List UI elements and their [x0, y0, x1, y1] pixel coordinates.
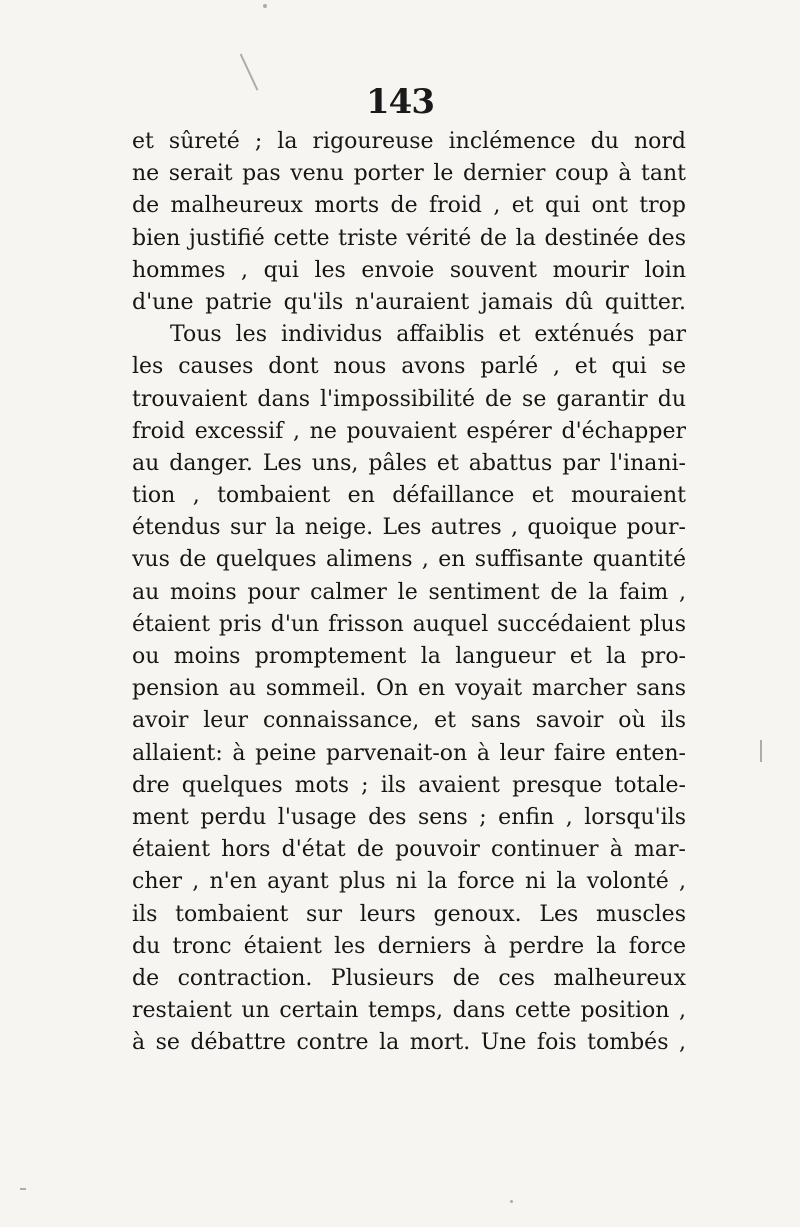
text-line: avoir leur connaissance, et sans savoir où ils — [132, 708, 686, 734]
text-line: vus de quelques alimens , en suffisante quantité — [132, 547, 686, 573]
text-line: Tous les individus affaiblis et exténués par — [170, 322, 686, 348]
text-line: et sûreté ; la rigoureuse inclémence du nord — [132, 129, 686, 154]
scan-speck — [20, 1188, 26, 1190]
text-line: tion , tombaient en défaillance et mouraient — [132, 483, 686, 509]
text-line: bien justifié cette triste vérité de la destinée des — [132, 225, 686, 251]
text-line: à se débattre contre la mort. Une fois tombés , — [132, 1030, 686, 1056]
text-line: restaient un certain temps, dans cette position , — [132, 998, 686, 1024]
text-line: hommes , qui les envoie souvent mourir loin — [132, 257, 686, 283]
text-line: de contraction. Plusieurs de ces malheureux — [132, 965, 686, 991]
text-line: les causes dont nous avons parlé , et qui se — [132, 354, 686, 380]
text-line: allaient: à peine parvenait-on à leur faire enten- — [132, 740, 686, 766]
text-line: étaient pris d'un frisson auquel succédaient plus — [132, 611, 686, 637]
text-line: cher , n'en ayant plus ni la force ni la volonté , — [132, 869, 686, 895]
scan-scratch — [760, 740, 762, 762]
text-line: d'une patrie qu'ils n'auraient jamais dû quitter. — [132, 289, 686, 315]
text-line: ne serait pas venu porter le dernier coup à tant — [132, 161, 686, 187]
text-line: étaient hors d'état de pouvoir continuer à mar- — [132, 837, 686, 863]
text-line: du tronc étaient les derniers à perdre la force — [132, 933, 686, 959]
page-number: 143 — [366, 82, 434, 122]
text-line: froid excessif , ne pouvaient espérer d'échapper — [132, 418, 686, 444]
body-text — [132, 126, 686, 1059]
scan-speck — [510, 1200, 513, 1203]
text-line: étendus sur la neige. Les autres , quoique pour- — [132, 515, 686, 541]
scan-speck — [263, 4, 267, 8]
text-line: trouvaient dans l'impossibilité de se garantir du — [132, 386, 686, 412]
text-line: ils tombaient sur leurs genoux. Les muscles — [132, 901, 686, 927]
text-line: au danger. Les uns, pâles et abattus par l'inani- — [132, 450, 686, 476]
text-line: ment perdu l'usage des sens ; enfin , lorsqu'ils — [132, 804, 686, 830]
text-line: de malheureux morts de froid , et qui ont trop — [132, 193, 686, 219]
text-line: dre quelques mots ; ils avaient presque totale- — [132, 772, 686, 798]
text-line: pension au sommeil. On en voyait marcher sans — [132, 676, 686, 702]
text-line: ou moins promptement la langueur et la pro- — [132, 644, 686, 669]
text-line: au moins pour calmer le sentiment de la faim , — [132, 579, 686, 605]
